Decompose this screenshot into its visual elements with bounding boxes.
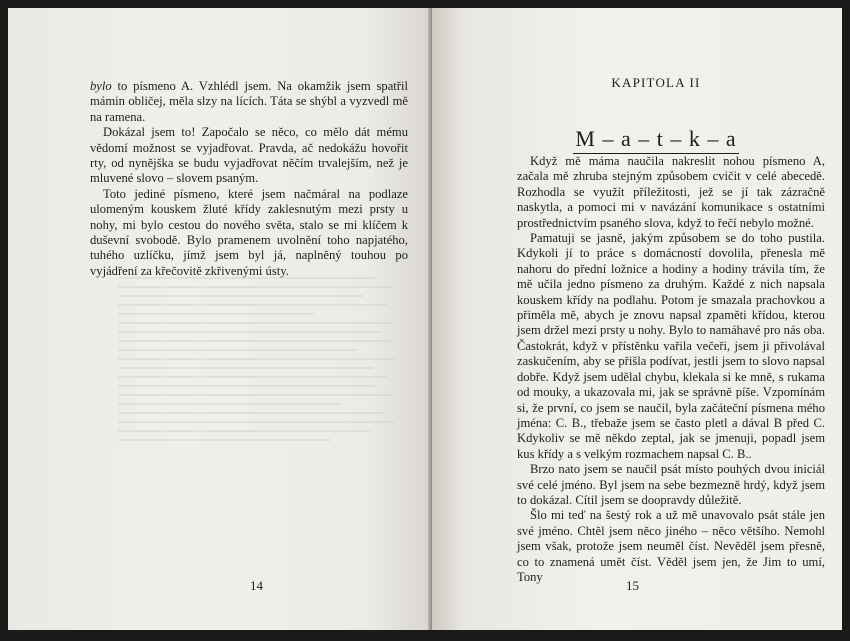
page-number: 15 [626,578,639,593]
show-through-text [118,270,398,447]
paragraph: Toto jediné písmeno, které jsem načmáral na podlaze ulomeným kouskem žluté křídy zaklesnutým mezi prsty u nohy, mi bylo cestou do nového světa, stalo se mi klíčem k duševní svobodě. Bylo pramenem uvolnění toho napjatého, tuhého uzlíčku, jímž jsem byl já, naplněný touhou po vyjádření za křečovitě zkřivenými ústy. [90,186,408,278]
page-number: 14 [250,578,263,593]
chapter-title [432,126,842,152]
paragraph-text: to písmeno A. Vzhlédl jsem. Na okamžik jsem spatřil mámin obličej, měla slzy na lících. Táta se shýbl a vyzvedl mě na ramena. [90,79,408,124]
paragraph: Brzo nato jsem se naučil psát místo pouhých dvou iniciál své celé jméno. Byl jsem na sebe bezmezně hrdý, když jsem to dokázal. Cítil jsem se doopravdy důležitě. [517,462,825,507]
paragraph: Pamatuji se jasně, jakým způsobem se do toho pustila. Kdykoli jí to práce s domácností dovolila, přenesla mě nahoru do přední ložnice a hodiny a hodiny trávila tím, že mě učila jedno písmeno za druhým. Každé z nich napsala kouskem křídy na podlahu. Potom je smazala prachovkou a přiměla mě, abych je znovu napsal zpaměti křídou, kterou jsem držel mezi prsty u nohy. Bylo to namáhavé pro nás oba. Častokrát, když v přístěnku vařila večeři, jsem ji přivolával zaskučením, aby se přišla podívat, jestli jsem to slovo napsal dobře. Když jsem udělal chybu, klekala si ke mně, s rukama od mouky, a ukazovala mi, jak se správně píše. Vzpomínám si, že první, co jsem se naučil, byla začáteční písmena mého jména: C. B., třebaže jsem se často pletl a dával B před C. Kdykoliv se mě někdo zeptal, jak se jmenuji, popadl jsem kus křídy a s velkým rozmachem napsal C. B.. [517,231,825,461]
italic-lead-word: bylo [90,79,112,93]
left-page [8,8,432,630]
chapter-title-text: M – a – t – k – a [573,126,738,154]
chapter-label: KAPITOLA II [611,75,701,90]
right-page [432,8,842,630]
paragraph: Šlo mi teď na šestý rok a už mě unavovalo psát stále jen své jméno. Chtěl jsem něco jiného – něco většího. Nemohl jsem však, protože jsem neuměl číst. Nevěděl jsem přesně, co to znamená umět číst. Věděl jsem jen, že Jim to umí, Tony [517,508,825,584]
paragraph [90,79,408,125]
right-page-body [517,154,825,585]
left-page-body [90,79,408,279]
paragraph: Dokázal jsem to! Započalo se něco, co mělo dát mému vědomí možnost se vyjadřovat. Pravda, ač nedokážu hovořit rty, od nynějška se budu vyjadřovat něčím trvalejším, než je mluvené slovo – slovem psaným. [90,125,408,186]
paragraph: Když mě máma naučila nakreslit nohou písmeno A, začala mě zhruba stejným způsobem cvičit v celé abecedě. Rozhodla se využít příležitosti, jež se jí tak zázračně naskytla, a pomoci mi v navázání komunikace s ostatními prostřednictvím psaného slova, když to řečí nebylo možné. [517,154,825,230]
